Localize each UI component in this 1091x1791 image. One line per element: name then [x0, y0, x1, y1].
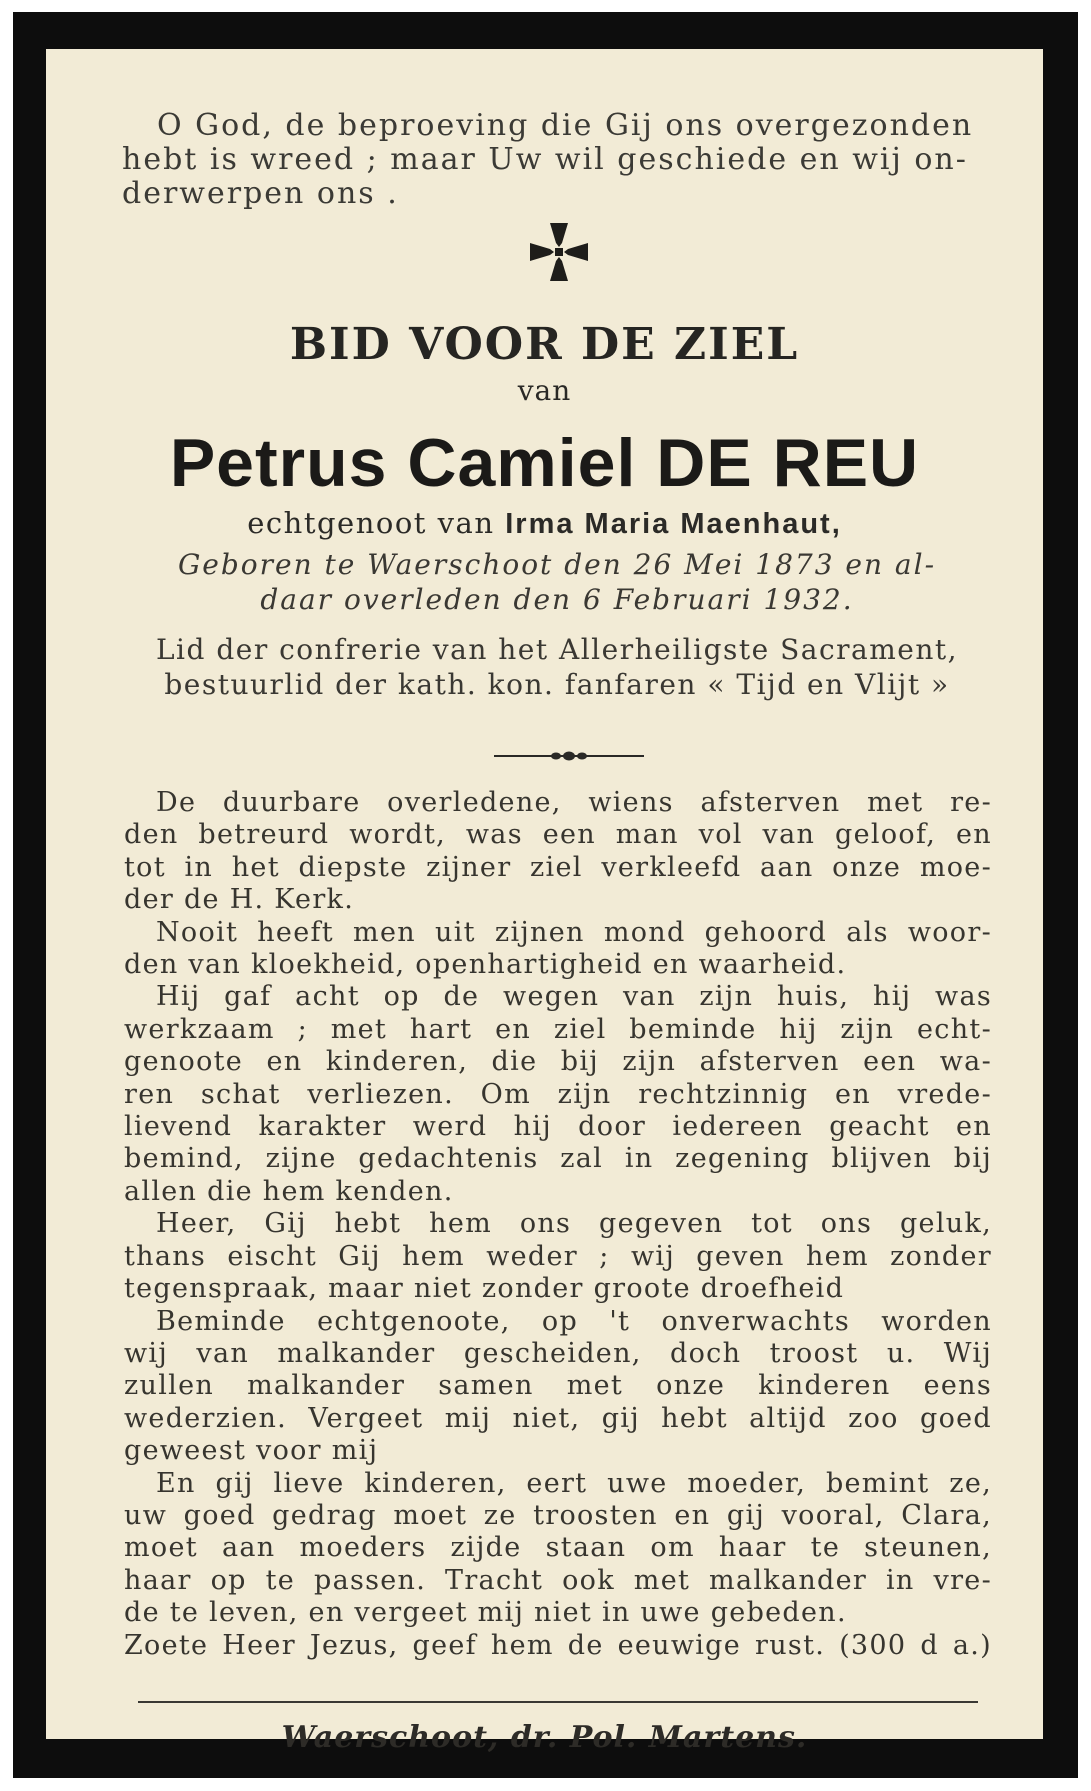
footer-divider [138, 1701, 978, 1703]
body-line: Zoete Heer Jezus, geef hem de eeuwige rust. (300 d a.) [124, 1629, 992, 1661]
divider-ornament [494, 750, 644, 762]
body-line: allen die hem kenden. [124, 1175, 454, 1207]
body-line: De duurbare overledene, wiens afsterven met re- [156, 787, 992, 818]
body-line: haar op te passen. Tracht ook met malkander in vre- [124, 1564, 992, 1596]
body-line: bemind, zijne gedachtenis zal in zegening blijven bij [124, 1143, 992, 1175]
body-line: genoote en kinderen, die bij zijn afsterven een wa- [124, 1046, 992, 1078]
spouse-name: Irma Maria Maenhaut, [505, 508, 842, 540]
card-paper [46, 49, 1043, 1755]
body-line: ren schat verliezen. Om zijn rechtzinnig en vrede- [124, 1078, 992, 1110]
member-line: Lid der confrerie van het Allerheiligste Sacrament, [155, 633, 959, 666]
membership-info [122, 632, 992, 702]
birth-death-info [122, 547, 992, 617]
body-line: geweest voor mij [124, 1435, 379, 1467]
body-line: thans eischt Gij hem weder ; wij geven hem zonder [124, 1240, 992, 1272]
body-line: den betreurd wordt, was een man vol van geloof, en [124, 819, 992, 851]
member-line: bestuurlid der kath. kon. fanfaren « Tijd en Vlijt » [164, 668, 950, 701]
body-line: de te leven, en vergeet mij niet in uwe gebeden. [124, 1597, 847, 1629]
body-line: lievend karakter werd hij door iedereen geacht en [124, 1111, 992, 1143]
body-line: wederzien. Vergeet mij niet, gij hebt altijd zoo goed [124, 1402, 992, 1434]
eulogy-text [124, 787, 992, 1662]
body-line: Heer, Gij hebt hem ons gegeven tot ons geluk, [156, 1208, 992, 1240]
born-line: daar overleden den 6 Februari 1932. [260, 583, 854, 616]
opening-line: O God, de beproeving die Gij ons overgezonden [157, 108, 974, 143]
body-line: werkzaam ; met hart en ziel beminde hij zijn echt- [124, 1013, 992, 1045]
body-line: Beminde echtgenoote, op 't onverwachts worden [156, 1305, 992, 1337]
opening-prayer [122, 109, 992, 211]
body-line: wij van malkander gescheiden, doch troost u. Wij [124, 1337, 992, 1369]
body-line: zullen malkander samen met onze kinderen eens [124, 1370, 992, 1402]
spouse-prefix: echtgenoot van [247, 506, 495, 540]
body-line: tegenspraak, maar niet zonder groote droefheid [124, 1273, 845, 1305]
body-line: Nooit heeft men uit zijnen mond gehoord als woor- [156, 916, 992, 948]
deceased-name: Petrus Camiel DE REU [169, 425, 920, 501]
body-line: der de H. Kerk. [124, 884, 355, 916]
body-line: moet aan moeders zijde staan om haar te steunen, [124, 1532, 992, 1564]
opening-line: hebt is wreed ; maar Uw wil geschiede en wij on- [122, 142, 968, 177]
opening-line: derwerpen ons . [122, 176, 399, 211]
body-line: tot in het diepste zijner ziel verkleefd aan onze moe- [124, 851, 992, 883]
body-line: uw goed gedrag moet ze troosten en gij vooral, Clara, [124, 1499, 992, 1531]
body-line: Hij gaf acht op de wegen van zijn huis, hij was [156, 981, 992, 1013]
born-line: Geboren te Waerschoot den 26 Mei 1873 en al- [177, 548, 937, 581]
maltese-cross-icon [528, 221, 590, 283]
body-line: den van kloekheid, openhartigheid en waarheid. [124, 949, 847, 981]
spouse-line [46, 506, 1043, 541]
page-title: BID VOOR DE ZIEL [289, 319, 800, 370]
body-line: En gij lieve kinderen, eert uwe moeder, bemint ze, [156, 1467, 992, 1499]
van-label: van [517, 374, 572, 407]
memorial-card [13, 12, 1078, 1778]
printer-credit: Waerschoot, dr. Pol. Martens. [281, 1720, 808, 1755]
